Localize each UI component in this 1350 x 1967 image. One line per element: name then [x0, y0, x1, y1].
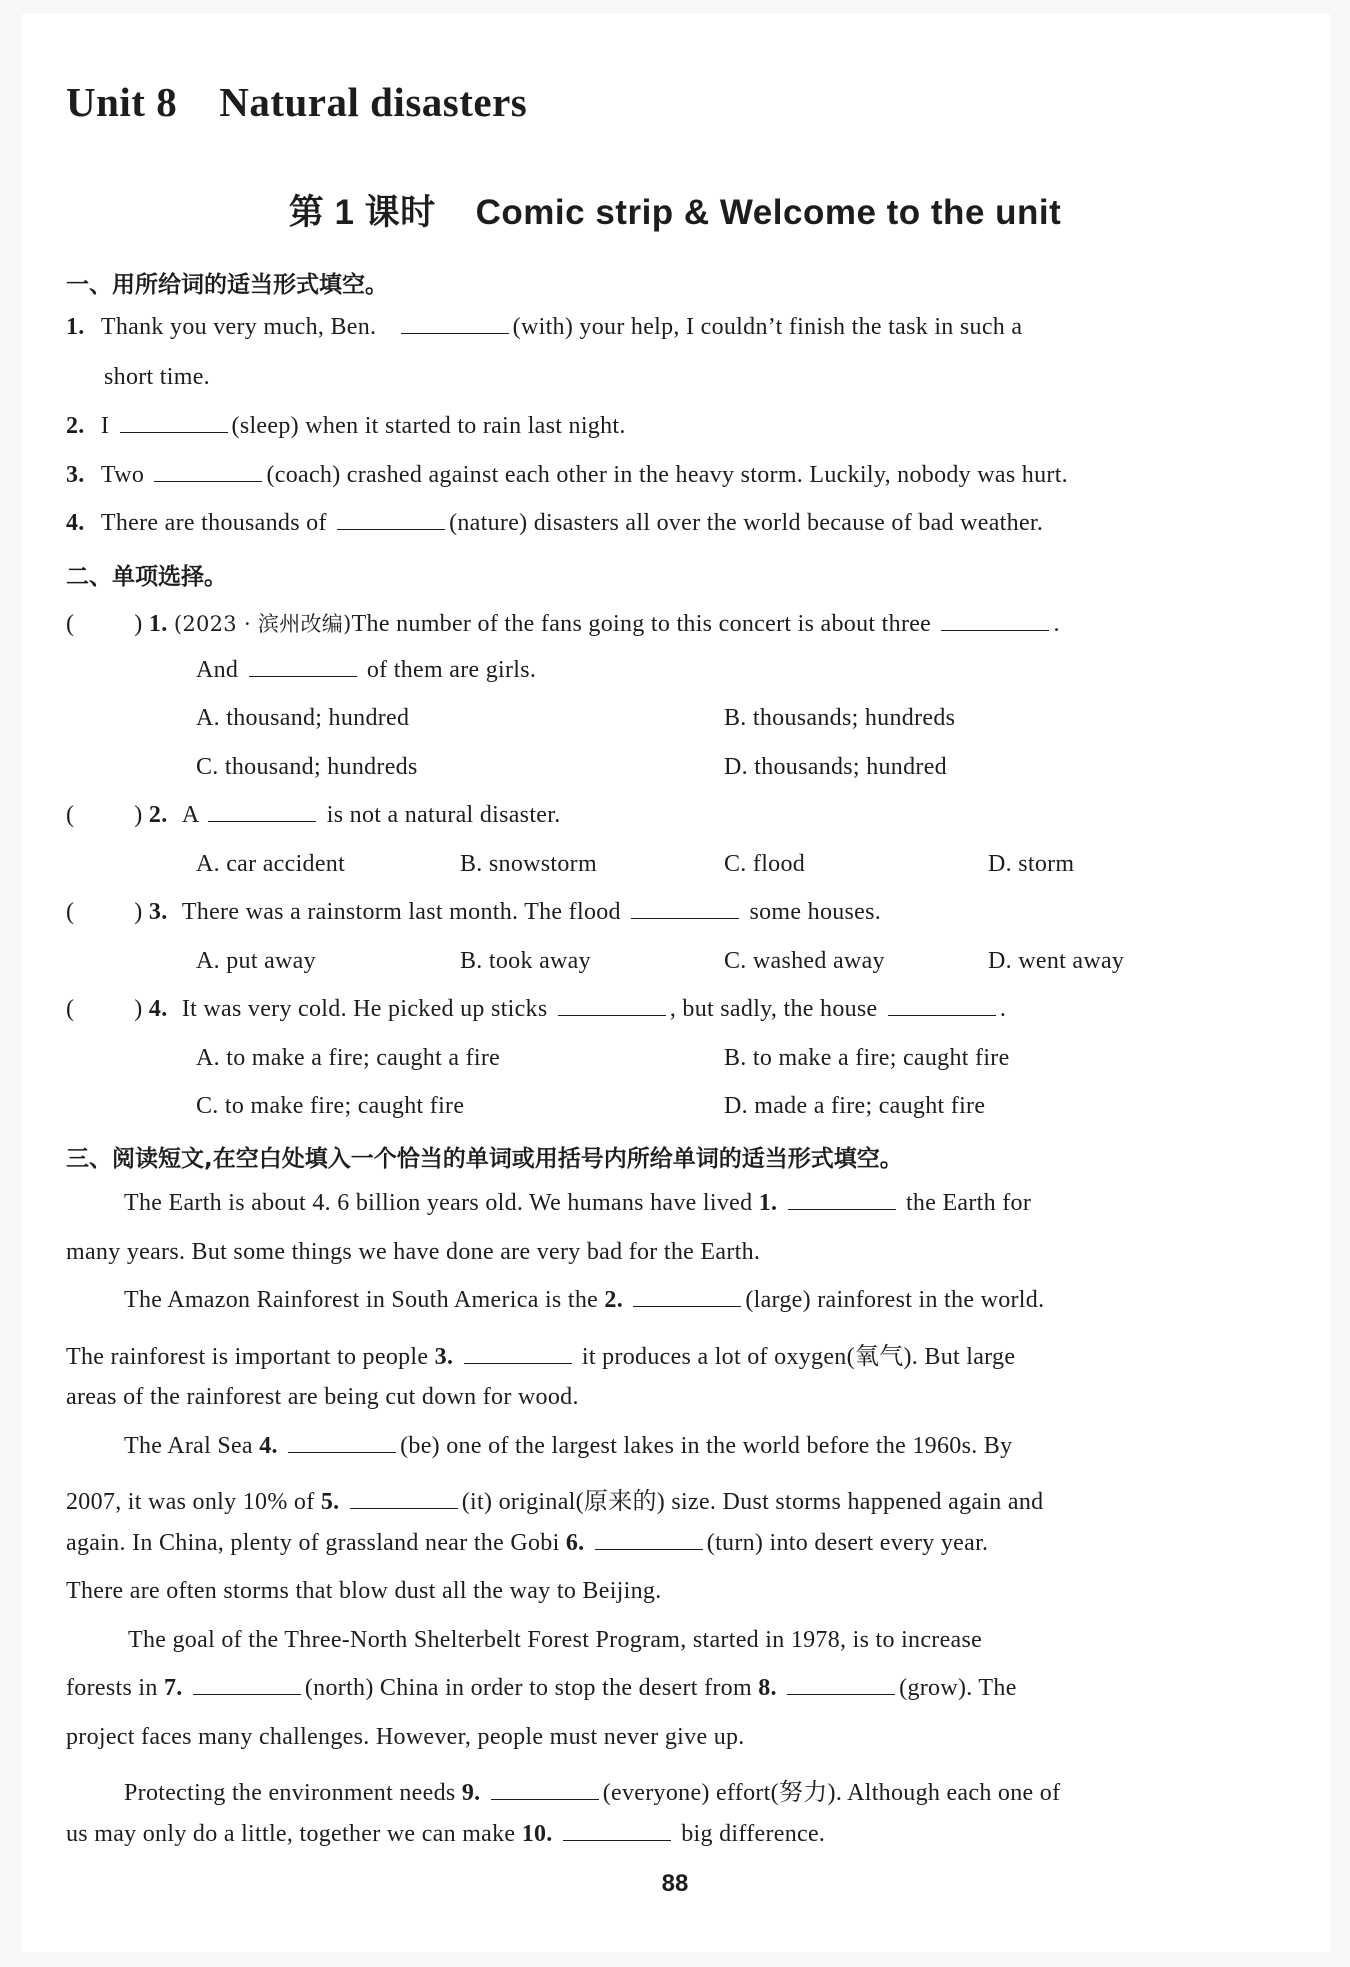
option-b[interactable]: B. thousands; hundreds [724, 705, 956, 731]
answer-paren-close: ) [134, 802, 143, 828]
option-b[interactable]: B. to make a fire; caught fire [724, 1045, 1010, 1071]
question-text: A [181, 802, 199, 828]
s1-q4 [66, 510, 1043, 537]
question-text: of them are girls. [366, 657, 537, 683]
answer-paren-close: ) [134, 996, 143, 1022]
passage-text: forests in [66, 1675, 158, 1701]
question-text: , but sadly, the house [669, 996, 878, 1022]
question-number: 2. [148, 802, 168, 828]
answer-blank[interactable] [633, 1305, 741, 1307]
question-text: (with) your help, I couldn’t finish the task in such a [512, 314, 1023, 340]
passage-line: The goal of the Three-North Shelterbelt Forest Program, started in 1978, is to increase [128, 1627, 983, 1653]
question-text: (sleep) when it started to rain last night. [231, 413, 626, 439]
s1-q2 [66, 413, 626, 440]
question-text: It was very cold. He picked up sticks [181, 996, 548, 1022]
answer-paren-open: ( [66, 802, 75, 828]
question-text: There are thousands of [100, 510, 327, 536]
answer-blank[interactable] [193, 1693, 301, 1695]
blank-number: 6. [565, 1530, 585, 1556]
question-text: (coach) crashed against each other in the heavy storm. Luckily, nobody was hurt. [266, 462, 1068, 488]
s2-q4-line1 [66, 996, 1006, 1023]
passage-line [66, 1530, 988, 1557]
question-text: Two [100, 462, 145, 488]
passage-line: There are often storms that blow dust all the way to Beijing. [66, 1578, 662, 1604]
answer-paren-open: ( [66, 611, 75, 637]
question-text: some houses. [749, 899, 882, 925]
passage-line [124, 1287, 1044, 1314]
option-a[interactable]: A. put away [196, 948, 316, 974]
unit-name: Natural disasters [219, 79, 528, 125]
option-d[interactable]: D. went away [988, 948, 1125, 974]
passage-line: project faces many challenges. However, people must never give up. [66, 1724, 745, 1750]
option-a[interactable]: A. thousand; hundred [196, 705, 410, 731]
question-number: 1. [148, 611, 168, 637]
lesson-title [0, 185, 1350, 235]
s1-q1-line2: short time. [104, 364, 210, 390]
passage-text: (grow). The [899, 1675, 1017, 1701]
option-d[interactable]: D. storm [988, 851, 1075, 877]
passage-line [124, 1433, 1012, 1460]
passage-text: (everyone) effort(努力). Although each one of [602, 1780, 1061, 1806]
passage-text: (turn) into desert every year. [706, 1530, 989, 1556]
question-text: is not a natural disaster. [326, 802, 561, 828]
option-a[interactable]: A. to make a fire; caught a fire [196, 1045, 501, 1071]
option-c[interactable]: C. to make fire; caught fire [196, 1093, 465, 1119]
question-number: 4. [66, 510, 85, 536]
passage-text: The Aral Sea [124, 1433, 253, 1459]
answer-blank[interactable] [464, 1362, 572, 1364]
blank-number: 10. [521, 1821, 553, 1847]
answer-blank [249, 675, 357, 677]
passage-text: 2007, it was only 10% of [66, 1489, 315, 1515]
question-number: 1. [66, 314, 85, 340]
page-background [22, 14, 1330, 1952]
answer-paren-close: ) [134, 611, 143, 637]
passage-text: again. In China, plenty of grassland near the Gobi [66, 1530, 560, 1556]
question-text: And [196, 657, 239, 683]
s1-q1-line1 [66, 314, 1022, 341]
question-source: (2023 · 滨州改编) [173, 612, 352, 636]
answer-blank[interactable] [788, 1208, 896, 1210]
passage-line: areas of the rainforest are being cut down for wood. [66, 1384, 579, 1410]
question-number: 3. [148, 899, 168, 925]
option-a[interactable]: A. car accident [196, 851, 346, 877]
passage-text: The rainforest is important to people [66, 1344, 429, 1370]
answer-blank [208, 820, 316, 822]
answer-blank [941, 629, 1049, 631]
page-number: 88 [661, 1870, 689, 1897]
s2-q1-line1 [66, 608, 1060, 638]
lesson-name: Comic strip & Welcome to the unit [475, 193, 1062, 232]
answer-paren-close: ) [134, 899, 143, 925]
answer-blank[interactable] [787, 1693, 895, 1695]
answer-blank[interactable] [120, 431, 228, 433]
passage-text: big difference. [681, 1821, 826, 1847]
question-number: 3. [66, 462, 85, 488]
question-number: 4. [148, 996, 168, 1022]
answer-paren-open: ( [66, 996, 75, 1022]
question-text: Thank you very much, Ben. [100, 314, 377, 340]
question-text: There was a rainstorm last month. The flood [181, 899, 621, 925]
question-text: The number of the fans going to this concert is about three [351, 611, 932, 637]
unit-title [66, 78, 527, 126]
s2-q3-line1 [66, 899, 881, 926]
passage-text: (be) one of the largest lakes in the world before the 1960s. By [400, 1433, 1013, 1459]
passage-text: us may only do a little, together we can make [66, 1821, 516, 1847]
passage-line [66, 1821, 825, 1848]
answer-blank[interactable] [491, 1798, 599, 1800]
passage-text: The Earth is about 4. 6 billion years old. We humans have lived [124, 1190, 753, 1216]
passage-line: many years. But some things we have done are very bad for the Earth. [66, 1239, 761, 1265]
passage-text: (large) rainforest in the world. [745, 1287, 1045, 1313]
answer-blank [558, 1014, 666, 1016]
question-text: . [999, 996, 1007, 1022]
answer-blank[interactable] [401, 332, 509, 334]
blank-number: 8. [758, 1675, 777, 1701]
option-c[interactable]: C. thousand; hundreds [196, 754, 418, 780]
passage-line [66, 1481, 1043, 1516]
s2-q1-line2 [196, 657, 536, 684]
answer-blank[interactable] [563, 1839, 671, 1841]
blank-number: 9. [461, 1780, 481, 1806]
unit-number: Unit 8 [66, 79, 178, 125]
passage-line [66, 1336, 1015, 1371]
passage-text: Protecting the environment needs [124, 1780, 456, 1806]
passage-line [124, 1772, 1060, 1807]
section2-title: 二、单项选择。 [66, 564, 227, 590]
answer-paren-open: ( [66, 899, 75, 925]
answer-blank[interactable] [288, 1451, 396, 1453]
s2-q2-line1 [66, 802, 561, 829]
blank-number: 5. [320, 1489, 340, 1515]
question-text: I [100, 413, 110, 439]
blank-number: 2. [604, 1287, 623, 1313]
question-number: 2. [66, 413, 85, 439]
answer-blank[interactable] [350, 1507, 458, 1509]
passage-line [124, 1190, 1031, 1217]
option-d[interactable]: D. made a fire; caught fire [724, 1093, 986, 1119]
blank-number: 3. [434, 1344, 454, 1370]
blank-number: 7. [163, 1675, 183, 1701]
option-b[interactable]: B. snowstorm [460, 851, 597, 877]
option-b[interactable]: B. took away [460, 948, 591, 974]
question-text: (nature) disasters all over the world because of bad weather. [449, 510, 1044, 536]
option-c[interactable]: C. washed away [724, 948, 885, 974]
answer-blank [631, 917, 739, 919]
lesson-number: 第 1 课时 [288, 193, 436, 232]
passage-text: it produces a lot of oxygen(氧气). But large [581, 1344, 1016, 1370]
passage-text: the Earth for [905, 1190, 1032, 1216]
answer-blank [888, 1014, 996, 1016]
option-d[interactable]: D. thousands; hundred [724, 754, 947, 780]
answer-blank[interactable] [595, 1548, 703, 1550]
blank-number: 1. [758, 1190, 778, 1216]
option-c[interactable]: C. flood [724, 851, 806, 877]
question-text: . [1053, 611, 1060, 637]
passage-text: The Amazon Rainforest in South America is the [124, 1287, 599, 1313]
answer-blank[interactable] [154, 480, 262, 482]
passage-text: (north) China in order to stop the desert from [304, 1675, 752, 1701]
passage-text: (it) original(原来的) size. Dust storms happened again and [461, 1489, 1044, 1515]
section3-title: 三、阅读短文,在空白处填入一个恰当的单词或用括号内所给单词的适当形式填空。 [66, 1146, 903, 1172]
blank-number: 4. [259, 1433, 278, 1459]
answer-blank[interactable] [337, 528, 445, 530]
s1-q3 [66, 462, 1068, 489]
section1-title: 一、用所给词的适当形式填空。 [66, 272, 388, 298]
passage-line [66, 1675, 1017, 1702]
